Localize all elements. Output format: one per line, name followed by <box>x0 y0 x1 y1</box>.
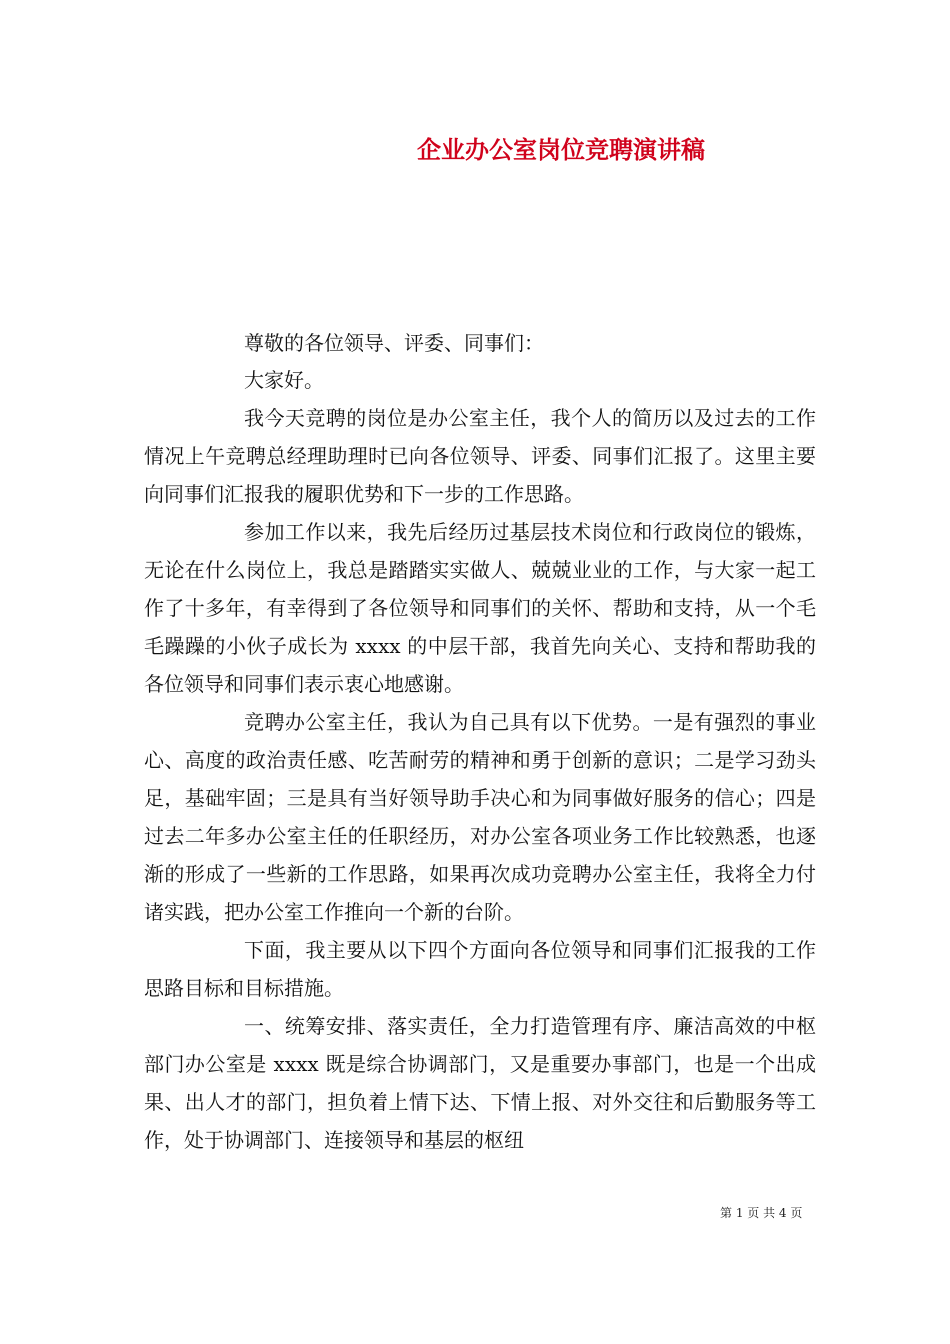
document-body <box>144 361 816 1159</box>
paragraph: 竞聘办公室主任，我认为自己具有以下优势。一是有强烈的事业心、高度的政治责任感、吃苦耐劳的精神和勇于创新的意识；二是学习劲头足，基础牢固；三是具有当好领导助手决心和为同事做好服务的信心；四是过去二年多办公室主任的任职经历，对办公室各项业务工作比较熟悉，也逐渐的形成了一些新的工作思路，如果再次成功竞聘办公室主任，我将全力付诸实践，把办公室工作推向一个新的台阶。 <box>144 710 816 924</box>
document-title: 企业办公室岗位竞聘演讲稿 <box>417 135 705 164</box>
page-number-footer: 第 1 页 共 4 页 <box>720 1206 803 1220</box>
paragraph: 参加工作以来，我先后经历过基层技术岗位和行政岗位的锻炼，无论在什么岗位上，我总是踏踏实实做人、兢兢业业的工作，与大家一起工作了十多年，有幸得到了各位领导和同事们的关怀、帮助和支持，从一个毛毛躁躁的小伙子成长为 xxxx 的中层干部，我首先向关心、支持和帮助我的各位领导和同事们表示衷心地感谢。 <box>144 520 816 696</box>
paragraph: 下面，我主要从以下四个方面向各位领导和同事们汇报我的工作思路目标和目标措施。 <box>144 938 816 1000</box>
greeting-line: 尊敬的各位领导、评委、同事们： <box>244 331 544 355</box>
paragraph: 一、统筹安排、落实责任，全力打造管理有序、廉洁高效的中枢部门办公室是 xxxx 既是综合协调部门，又是重要办事部门，也是一个出成果、出人才的部门，担负着上情下达、下情上报、对外交往和后勤服务等工作，处于协调部门、连接领导和基层的枢纽 <box>144 1014 816 1152</box>
paragraph: 我今天竞聘的岗位是办公室主任，我个人的简历以及过去的工作情况上午竞聘总经理助理时已向各位领导、评委、同事们汇报了。这里主要向同事们汇报我的履职优势和下一步的工作思路。 <box>144 406 816 506</box>
paragraph: 大家好。 <box>244 368 324 392</box>
